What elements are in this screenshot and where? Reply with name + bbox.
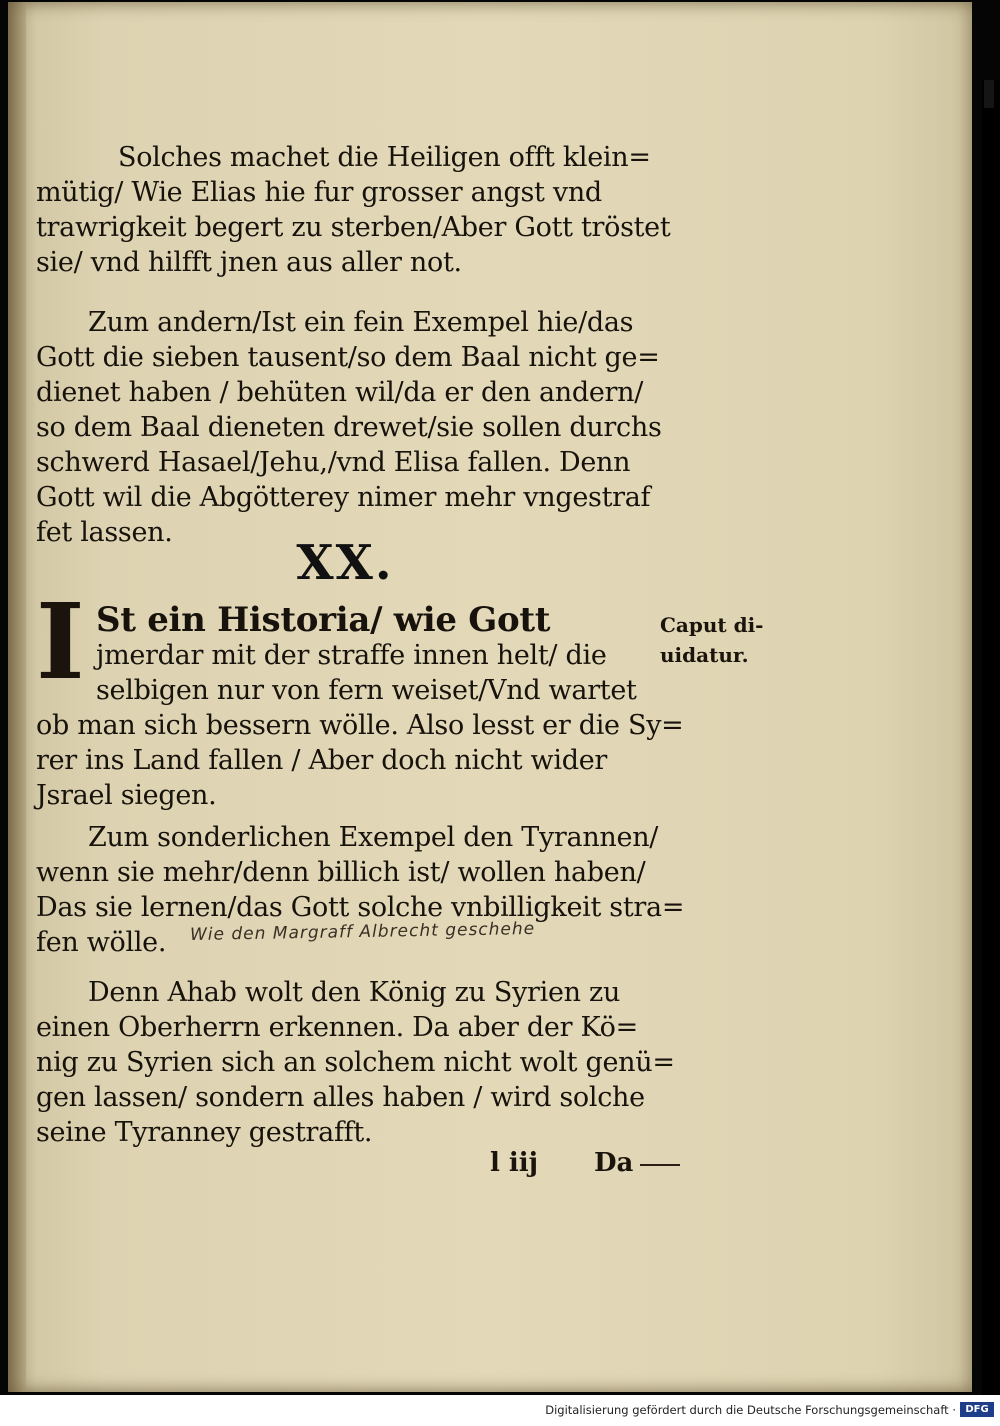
text-line: Solches machet die Heiligen offt klein= [118, 142, 651, 173]
text-line: Gott die sieben tausent/so dem Baal nicht ge= [36, 342, 660, 373]
text-line: sie/ vnd hilfft jnen aus aller not. [36, 247, 462, 278]
chapter-heading: XX. [296, 535, 394, 591]
text-line: ob man sich bessern wölle. Also lesst er die Sy= [36, 710, 684, 741]
scan-border [982, 80, 1000, 1395]
footer-bar [0, 1395, 1000, 1426]
paragraph-1 [36, 140, 671, 280]
text-line: so dem Baal dieneten drewet/sie sollen durchs [36, 412, 662, 443]
text-line: rer ins Land fallen / Aber doch nicht wider [36, 745, 607, 776]
margin-note [660, 610, 764, 670]
dfg-logo: DFG [960, 1402, 994, 1417]
text-line: Zum sonderlichen Exempel den Tyrannen/ [88, 822, 659, 853]
signature-mark: l iij [490, 1148, 539, 1178]
handwritten-annotation: Wie den Margraff Albrecht geschehe [189, 918, 536, 946]
decorated-initial: I [36, 580, 85, 703]
text-line: gen lassen/ sondern alles haben / wird solche [36, 1082, 645, 1113]
funding-credit: Digitalisierung gefördert durch die Deutsche Forschungsgemeinschaft · [545, 1403, 956, 1417]
text-line: mütig/ Wie Elias hie fur grosser angst vnd [36, 177, 602, 208]
text-line: dienet haben / behüten wil/da er den andern/ [36, 377, 644, 408]
page-gutter-shadow [8, 2, 26, 1392]
text-line: St ein Historia/ wie Gott [96, 600, 551, 640]
margin-note-line: uidatur. [660, 643, 749, 667]
text-line: nig zu Syrien sich an solchem nicht wolt genü= [36, 1047, 675, 1078]
catchword-rule [640, 1164, 680, 1166]
text-line: jmerdar mit der straffe innen helt/ die [96, 640, 607, 671]
text-line: Denn Ahab wolt den König zu Syrien zu [88, 977, 621, 1008]
text-line: schwerd Hasael/Jehu,/vnd Elisa fallen. Denn [36, 447, 631, 478]
chapter-paragraph [36, 600, 684, 813]
text-line: seine Tyranney gestrafft. [36, 1117, 373, 1148]
catchword: Da [594, 1148, 634, 1178]
margin-note-line: Caput di- [660, 613, 764, 637]
text-line: Jsrael siegen. [36, 780, 217, 811]
paragraph-5 [36, 975, 675, 1150]
paragraph-2 [36, 305, 662, 550]
text-line: einen Oberherrn erkennen. Da aber der Kö= [36, 1012, 638, 1043]
scan-edge-mark [984, 80, 994, 108]
text-line: Zum andern/Ist ein fein Exempel hie/das [88, 307, 634, 338]
text-line: Gott wil die Abgötterey nimer mehr vngestraf [36, 482, 651, 513]
text-line: Das sie lernen/das Gott solche vnbilligkeit stra= [36, 892, 685, 923]
text-line: wenn sie mehr/denn billich ist/ wollen haben/ [36, 857, 646, 888]
text-line: trawrigkeit begert zu sterben/Aber Gott tröstet [36, 212, 671, 243]
text-line: fen wölle. [36, 927, 167, 958]
text-line: fet lassen. [36, 517, 173, 548]
text-line: selbigen nur von fern weiset/Vnd wartet [96, 675, 637, 706]
